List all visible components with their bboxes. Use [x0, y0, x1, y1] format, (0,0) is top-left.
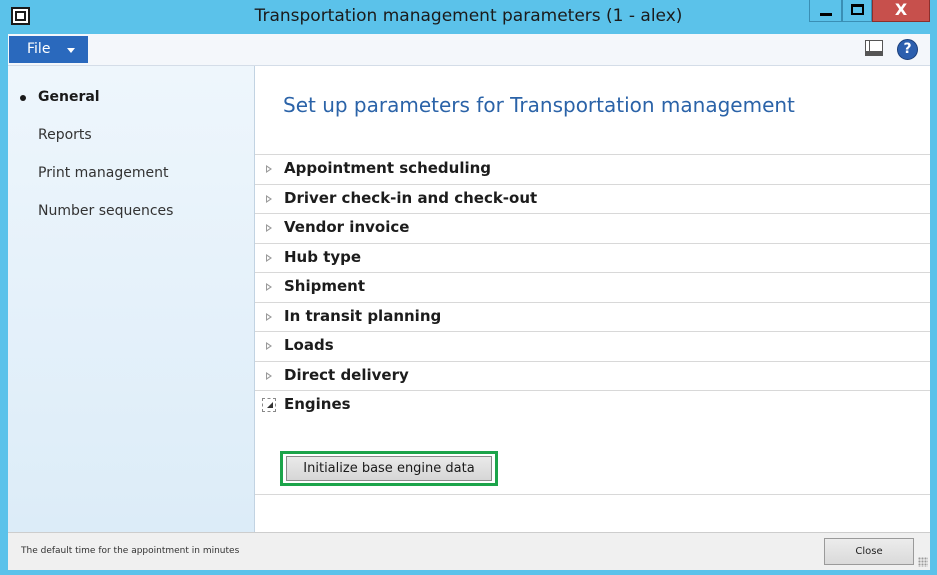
expand-icon — [266, 342, 272, 350]
section-appointment-scheduling[interactable] — [255, 154, 930, 183]
chevron-down-icon — [67, 48, 75, 53]
file-menu-label: File — [27, 41, 51, 57]
expand-icon — [266, 224, 272, 232]
section-driver-check-in[interactable] — [255, 184, 930, 213]
section-vendor-invoice[interactable] — [255, 213, 930, 242]
main-content — [255, 66, 930, 532]
page-title: Set up parameters for Transportation management — [283, 93, 795, 117]
section-label: Direct delivery — [284, 366, 409, 384]
sidebar-item-general[interactable]: General — [38, 89, 100, 105]
section-label: Engines — [284, 395, 351, 413]
section-divider — [255, 494, 930, 495]
close-button[interactable]: Close — [824, 538, 914, 565]
section-label: Vendor invoice — [284, 218, 410, 236]
dialog-frame — [8, 34, 930, 569]
title-bar — [0, 0, 937, 34]
window-title: Transportation management parameters (1 - alex) — [254, 6, 683, 26]
section-in-transit-planning[interactable] — [255, 302, 930, 331]
sidebar-item-print-management[interactable]: Print management — [38, 165, 169, 181]
section-label: Hub type — [284, 248, 362, 266]
active-bullet-icon — [20, 95, 26, 101]
ribbon — [8, 34, 930, 66]
expand-icon — [266, 254, 272, 262]
window-close-button[interactable]: X — [872, 0, 930, 22]
sidebar — [8, 66, 255, 532]
sidebar-item-number-sequences[interactable]: Number sequences — [38, 203, 174, 219]
section-loads[interactable] — [255, 331, 930, 360]
help-icon[interactable]: ? — [897, 39, 918, 60]
section-label: Driver check-in and check-out — [284, 189, 538, 207]
section-label: Loads — [284, 336, 334, 354]
section-label: Shipment — [284, 277, 366, 295]
expand-icon — [266, 372, 272, 380]
section-shipment[interactable] — [255, 272, 930, 301]
layout-icon[interactable] — [865, 40, 883, 56]
section-label: In transit planning — [284, 307, 442, 325]
initialize-base-engine-data-button[interactable]: Initialize base engine data — [286, 456, 492, 481]
section-hub-type[interactable] — [255, 243, 930, 272]
maximize-button[interactable] — [842, 0, 872, 22]
file-menu-button[interactable] — [9, 36, 88, 63]
section-direct-delivery[interactable] — [255, 361, 930, 390]
section-label: Appointment scheduling — [284, 159, 492, 177]
resize-grip-icon[interactable] — [918, 557, 928, 567]
sidebar-item-reports[interactable]: Reports — [38, 127, 92, 143]
status-text: The default time for the appointment in minutes — [21, 546, 240, 556]
minimize-button[interactable] — [809, 0, 842, 22]
expand-icon — [266, 313, 272, 321]
collapse-icon — [262, 398, 276, 412]
expand-icon — [266, 283, 272, 291]
status-bar — [8, 532, 930, 570]
expand-icon — [266, 195, 272, 203]
section-engines[interactable] — [255, 390, 930, 419]
expand-icon — [266, 165, 272, 173]
